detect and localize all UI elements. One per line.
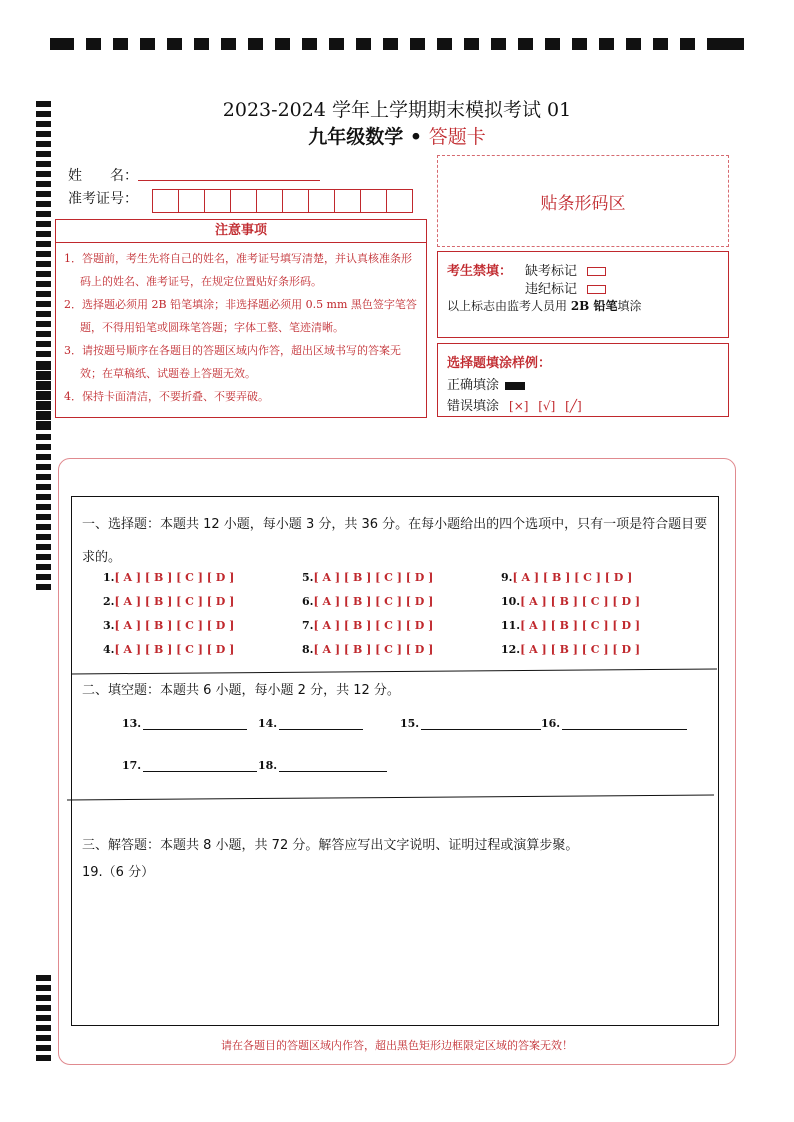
blank-question-13[interactable] bbox=[122, 717, 247, 730]
notice-item-1: 1．答题前，考生先将自己的姓名，准考证号填写清楚，并认真核准条形码上的姓名、准考证号，在规定位置贴好条形码。 bbox=[64, 252, 412, 288]
choice-question-9[interactable] bbox=[501, 571, 632, 584]
choice-bubbles[interactable]: [ A ] [ B ] [ C ] [ D ] bbox=[512, 571, 633, 584]
choice-question-4[interactable] bbox=[103, 643, 234, 656]
title-separator: • bbox=[403, 126, 429, 148]
blank-question-number: 18. bbox=[258, 759, 278, 772]
absent-mark-label: 缺考标记 bbox=[525, 264, 578, 279]
blank-question-number: 14. bbox=[258, 717, 278, 730]
blank-question-16[interactable] bbox=[541, 717, 687, 730]
choice-question-12[interactable] bbox=[501, 643, 640, 656]
notice-heading: 注意事项 bbox=[56, 220, 426, 243]
choice-bubbles[interactable]: [ A ] [ B ] [ C ] [ D ] bbox=[313, 595, 434, 608]
blank-question-14[interactable] bbox=[258, 717, 363, 730]
wrong-fill-marks: [×] [√] [╱] bbox=[509, 399, 582, 413]
choice-question-number: 8. bbox=[302, 643, 314, 656]
blank-answer-line[interactable] bbox=[279, 759, 387, 772]
choice-question-8[interactable] bbox=[302, 643, 433, 656]
exam-title: 2023-2024 学年上学期期末模拟考试 01 bbox=[222, 99, 572, 121]
choice-bubbles[interactable]: [ A ] [ B ] [ C ] [ D ] bbox=[520, 643, 641, 656]
blank-question-number: 16. bbox=[541, 717, 561, 730]
choice-question-number: 6. bbox=[302, 595, 314, 608]
divider-1-2 bbox=[71, 669, 717, 674]
choice-question-10[interactable] bbox=[501, 595, 640, 608]
choice-question-6[interactable] bbox=[302, 595, 433, 608]
choice-question-5[interactable] bbox=[302, 571, 433, 584]
choice-question-number: 1. bbox=[103, 571, 115, 584]
notice-item-4: 4．保持卡面清洁，不要折叠、不要弄破。 bbox=[64, 390, 269, 403]
choice-question-number: 4. bbox=[103, 643, 115, 656]
choice-bubbles[interactable]: [ A ] [ B ] [ C ] [ D ] bbox=[313, 619, 434, 632]
examiner-note-bold: 2B 铅笔 bbox=[570, 299, 618, 313]
violation-mark-label: 违纪标记 bbox=[525, 282, 578, 297]
choice-question-7[interactable] bbox=[302, 619, 433, 632]
choice-question-number: 9. bbox=[501, 571, 513, 584]
blank-answer-line[interactable] bbox=[143, 759, 257, 772]
choice-bubbles[interactable]: [ A ] [ B ] [ C ] [ D ] bbox=[114, 595, 235, 608]
choice-question-11[interactable] bbox=[501, 619, 640, 632]
divider-2-3 bbox=[67, 795, 714, 800]
choice-bubbles[interactable]: [ A ] [ B ] [ C ] [ D ] bbox=[520, 619, 641, 632]
choice-question-1[interactable] bbox=[103, 571, 234, 584]
blank-question-number: 13. bbox=[122, 717, 142, 730]
blank-question-number: 15. bbox=[400, 717, 420, 730]
answer-card-label: 答题卡 bbox=[428, 126, 486, 148]
blank-answer-line[interactable] bbox=[143, 717, 247, 730]
choice-question-3[interactable] bbox=[103, 619, 234, 632]
footer-warning: 请在各题目的答题区域内作答，超出黑色矩形边框限定区域的答案无效！ bbox=[221, 1039, 573, 1052]
subject-name: 九年级数学 bbox=[308, 126, 404, 148]
fill-sample-label: 选择题填涂样例： bbox=[447, 356, 552, 371]
notice-item-3: 3．请按题号顺序在各题目的答题区域内作答，超出区域书写的答案无效；在草稿纸、试题卷上答题无效。 bbox=[64, 344, 401, 380]
examiner-note-suffix: 填涂 bbox=[617, 299, 642, 313]
wrong-fill-label: 错误填涂 bbox=[447, 399, 500, 414]
choice-bubbles[interactable]: [ A ] [ B ] [ C ] [ D ] bbox=[520, 595, 641, 608]
choice-question-number: 12. bbox=[501, 643, 521, 656]
choice-bubbles[interactable]: [ A ] [ B ] [ C ] [ D ] bbox=[114, 619, 235, 632]
choice-question-number: 2. bbox=[103, 595, 115, 608]
choice-question-number: 5. bbox=[302, 571, 314, 584]
exam-id-label: 准考证号： bbox=[68, 191, 138, 207]
choice-question-number: 3. bbox=[103, 619, 115, 632]
choice-bubbles[interactable]: [ A ] [ B ] [ C ] [ D ] bbox=[313, 571, 434, 584]
choice-bubbles[interactable]: [ A ] [ B ] [ C ] [ D ] bbox=[114, 643, 235, 656]
correct-fill-label: 正确填涂 bbox=[447, 378, 500, 393]
section1-title: 一、选择题：本题共 12 小题，每小题 3 分，共 36 分。在每小题给出的四个选项中，只有一项是符合题目要求的。 bbox=[82, 517, 708, 565]
blank-answer-line[interactable] bbox=[279, 717, 363, 730]
barcode-label: 贴条形码区 bbox=[540, 193, 626, 214]
blank-answer-line[interactable] bbox=[562, 717, 687, 730]
notice-item-2: 2．选择题必须用 2B 铅笔填涂；非选择题必须用 0.5 mm 黑色签字笔答题，不得用铅笔或圆珠笔答题；字体工整、笔迹清晰。 bbox=[64, 298, 417, 334]
choice-question-2[interactable] bbox=[103, 595, 234, 608]
choice-bubbles[interactable]: [ A ] [ B ] [ C ] [ D ] bbox=[313, 643, 434, 656]
blank-answer-line[interactable] bbox=[421, 717, 541, 730]
choice-question-number: 7. bbox=[302, 619, 314, 632]
choice-bubbles[interactable]: [ A ] [ B ] [ C ] [ D ] bbox=[114, 571, 235, 584]
question-19-label: 19.（6 分） bbox=[82, 865, 155, 880]
section3-title: 三、解答题：本题共 8 小题，共 72 分。解答应写出文字说明、证明过程或演算步聚。 bbox=[82, 838, 579, 853]
examiner-note-prefix: 以上标志由监考人员用 bbox=[447, 299, 571, 313]
choice-question-number: 11. bbox=[501, 619, 521, 632]
blank-question-number: 17. bbox=[122, 759, 142, 772]
blank-question-18[interactable] bbox=[258, 759, 387, 772]
section2-title: 二、填空题：本题共 6 小题，每小题 2 分，共 12 分。 bbox=[82, 683, 400, 698]
choice-question-number: 10. bbox=[501, 595, 521, 608]
name-label: 姓 名： bbox=[68, 168, 138, 184]
examiner-only-label: 考生禁填： bbox=[447, 264, 513, 279]
blank-question-15[interactable] bbox=[400, 717, 541, 730]
blank-question-17[interactable] bbox=[122, 759, 257, 772]
